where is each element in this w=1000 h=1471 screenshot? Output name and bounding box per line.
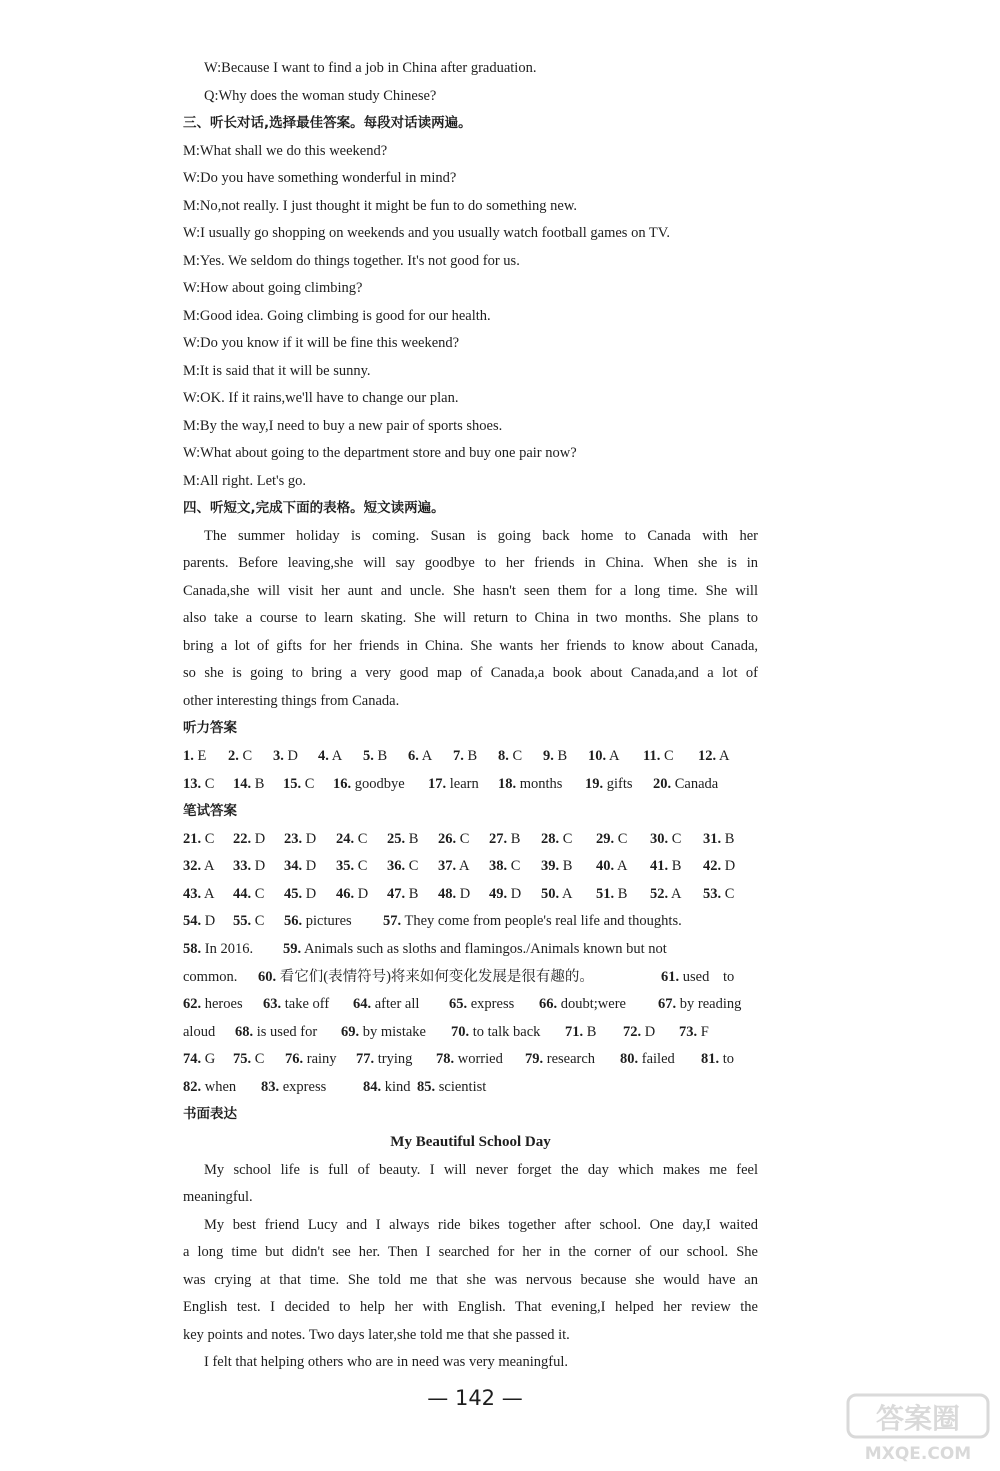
dialogue-line: M:All right. Let's go.	[183, 473, 307, 489]
answer-item: 22. D	[233, 831, 266, 847]
answer-item: 53. C	[703, 886, 735, 902]
answer-item: 37. A	[438, 858, 470, 874]
answer-item: 27. B	[489, 831, 521, 847]
answer-item: 83. express	[261, 1079, 327, 1095]
answer-item: 69. by mistake	[341, 1024, 426, 1040]
answer-item: 55. C	[233, 913, 265, 929]
dialogue-line: W:How about going climbing?	[183, 280, 363, 296]
listening-answers-heading: 听力答案	[183, 720, 237, 736]
answer-item: 52. A	[650, 886, 682, 902]
passage-line: other interesting things from Canada.	[183, 693, 400, 709]
answer-item: 59. Animals such as sloths and flamingos./Animals known but not	[283, 941, 667, 957]
page-number: — 142 —	[427, 1386, 523, 1410]
dialogue-line: M:Yes. We seldom do things together. It's not good for us.	[183, 253, 520, 269]
answer-item: 70. to talk back	[451, 1024, 541, 1040]
answer-item: 2. C	[228, 748, 253, 764]
answer-item: 33. D	[233, 858, 266, 874]
answer-item: 77. trying	[356, 1051, 413, 1067]
watermark-text: 答案圈	[875, 1402, 961, 1435]
answer-item: 78. worried	[436, 1051, 503, 1067]
passage-line: bring a lot of gifts for her friends in China. She wants her friends to know about Canada,	[183, 638, 758, 654]
dialogue-line: W:I usually go shopping on weekends and you usually watch football games on TV.	[183, 225, 671, 241]
answer-item: 50. A	[541, 886, 573, 902]
dialogue-line: M:By the way,I need to buy a new pair of sports shoes.	[183, 418, 503, 434]
answer-item: 3. D	[273, 748, 298, 764]
passage-line: The summer holiday is coming. Susan is going back home to Canada with her	[204, 528, 758, 544]
answer-item: 9. B	[543, 748, 568, 764]
answer-item: 62. heroes	[183, 996, 243, 1012]
answer-continuation: to	[723, 969, 735, 985]
answer-continuation: common.	[183, 969, 238, 985]
dialogue-line: M:Good idea. Going climbing is good for our health.	[183, 308, 491, 324]
question-line: Q:Why does the woman study Chinese?	[204, 88, 437, 104]
answer-item: 26. C	[438, 831, 470, 847]
answer-item: 17. learn	[428, 776, 479, 792]
answer-item: 14. B	[233, 776, 265, 792]
essay-line: a long time but didn't see her. Then I searched for her in the corner of our school. She	[183, 1244, 758, 1260]
answer-item: 12. A	[698, 748, 730, 764]
answer-item: 45. D	[284, 886, 317, 902]
answer-item: 43. A	[183, 886, 215, 902]
answer-item: 47. B	[387, 886, 419, 902]
answer-item: 16. goodbye	[333, 776, 405, 792]
answer-item: 72. D	[623, 1024, 656, 1040]
answer-item: 49. D	[489, 886, 522, 902]
answer-item: 5. B	[363, 748, 388, 764]
answer-row	[183, 830, 758, 848]
section-heading-3: 三、听长对话,选择最佳答案。每段对话读两遍。	[183, 115, 472, 131]
answer-item: 31. B	[703, 831, 735, 847]
answer-item: 38. C	[489, 858, 521, 874]
answer-item: 41. B	[650, 858, 682, 874]
answer-item: 66. doubt;were	[539, 996, 626, 1012]
answer-row	[183, 747, 758, 765]
dialogue-line: M:What shall we do this weekend?	[183, 143, 388, 159]
essay-line: key points and notes. Two days later,she told me that she passed it.	[183, 1327, 570, 1343]
answer-item: 8. C	[498, 748, 523, 764]
answer-item: 73. F	[679, 1024, 709, 1040]
answer-item: 54. D	[183, 913, 216, 929]
passage-line: also take a course to learn skating. She will return to China in two months. She plans to	[183, 610, 758, 626]
dialogue-line: W:Do you know if it will be fine this weekend?	[183, 335, 460, 351]
answer-row	[183, 912, 758, 930]
answer-item: 75. C	[233, 1051, 265, 1067]
answer-item: 7. B	[453, 748, 478, 764]
passage-line: so she is going to bring a very good map of Canada,a book about Canada,and a lot of	[183, 665, 758, 681]
answer-item: 40. A	[596, 858, 628, 874]
answer-item: 21. C	[183, 831, 215, 847]
answer-item: 64. after all	[353, 996, 420, 1012]
answer-item: 71. B	[565, 1024, 597, 1040]
section-heading-4: 四、听短文,完成下面的表格。短文读两遍。	[183, 500, 445, 516]
answer-item: 51. B	[596, 886, 628, 902]
answer-row	[183, 1078, 758, 1096]
answer-item: 63. take off	[263, 996, 330, 1012]
answer-item: 68. is used for	[235, 1024, 318, 1040]
answer-item: 61. used	[661, 969, 710, 985]
answer-item: 67. by reading	[658, 996, 742, 1012]
watermark-logo	[844, 1391, 994, 1465]
answer-row	[183, 940, 758, 958]
answer-item: 46. D	[336, 886, 369, 902]
answer-item: 76. rainy	[285, 1051, 337, 1067]
answer-row	[183, 775, 758, 793]
answer-item: 29. C	[596, 831, 628, 847]
passage-line: Canada,she will visit her aunt and uncle. She hasn't seen them for a long time. She will	[183, 583, 758, 599]
writing-heading: 书面表达	[183, 1106, 237, 1122]
answer-item: 58. In 2016.	[183, 941, 254, 957]
answer-row	[183, 1050, 758, 1068]
dialogue-line: W:Because I want to find a job in China after graduation.	[204, 60, 537, 76]
answer-item: 34. D	[284, 858, 317, 874]
answer-item: 1. E	[183, 748, 207, 764]
answer-item: 6. A	[408, 748, 433, 764]
essay-line: My school life is full of beauty. I will never forget the day which makes me feel	[204, 1162, 758, 1178]
answer-row	[183, 885, 758, 903]
answer-item: 25. B	[387, 831, 419, 847]
essay-line: meaningful.	[183, 1189, 253, 1205]
answer-item: 84. kind	[363, 1079, 411, 1095]
answer-item: 4. A	[318, 748, 343, 764]
essay-line: English test. I decided to help her with English. That evening,I helped her review the	[183, 1299, 758, 1315]
dialogue-line: M:It is said that it will be sunny.	[183, 363, 371, 379]
answer-item: 35. C	[336, 858, 368, 874]
essay-title: My Beautiful School Day	[390, 1134, 551, 1150]
answer-row	[183, 995, 758, 1013]
dialogue-line: W:OK. If it rains,we'll have to change our plan.	[183, 390, 459, 406]
essay-line: My best friend Lucy and I always ride bikes together after school. One day,I waited	[204, 1217, 758, 1233]
answer-item: 74. G	[183, 1051, 216, 1067]
answer-item: 81. to	[701, 1051, 735, 1067]
answer-item: 20. Canada	[653, 776, 719, 792]
answer-item: 13. C	[183, 776, 215, 792]
answer-item: 82. when	[183, 1079, 237, 1095]
answer-item: 15. C	[283, 776, 315, 792]
answer-item: 24. C	[336, 831, 368, 847]
answer-item: 23. D	[284, 831, 317, 847]
answer-row	[183, 968, 758, 986]
answer-row	[183, 1023, 758, 1041]
answer-item: 79. research	[525, 1051, 596, 1067]
answer-item: 57. They come from people's real life and thoughts.	[383, 913, 682, 929]
essay-line: was crying at that time. She told me that she was nervous because she would have an	[183, 1272, 758, 1288]
answer-item: 18. months	[498, 776, 563, 792]
written-answers-heading: 笔试答案	[183, 803, 237, 819]
answer-item: 19. gifts	[585, 776, 633, 792]
answer-item: 56. pictures	[284, 913, 352, 929]
dialogue-line: W:Do you have something wonderful in mind?	[183, 170, 457, 186]
answer-row	[183, 857, 758, 875]
answer-item: 36. C	[387, 858, 419, 874]
watermark-url: MXQE.COM	[864, 1444, 972, 1464]
answer-item: 48. D	[438, 886, 471, 902]
answer-item: 85. scientist	[417, 1079, 487, 1095]
answer-item: 39. B	[541, 858, 573, 874]
answer-item: 65. express	[449, 996, 515, 1012]
answer-item: 30. C	[650, 831, 682, 847]
answer-continuation: aloud	[183, 1024, 216, 1040]
answer-item: 80. failed	[620, 1051, 675, 1067]
answer-item: 10. A	[588, 748, 620, 764]
essay-line: I felt that helping others who are in need was very meaningful.	[204, 1354, 568, 1370]
answer-item: 32. A	[183, 858, 215, 874]
dialogue-line: M:No,not really. I just thought it might be fun to do something new.	[183, 198, 578, 214]
passage-line: parents. Before leaving,she will say goodbye to her friends in China. When she is in	[183, 555, 758, 571]
answer-item: 42. D	[703, 858, 736, 874]
dialogue-line: W:What about going to the department store and buy one pair now?	[183, 445, 577, 461]
answer-item: 11. C	[643, 748, 674, 764]
answer-item: 44. C	[233, 886, 265, 902]
answer-item: 60. 看它们(表情符号)将来如何变化发展是很有趣的。	[258, 969, 594, 985]
answer-item: 28. C	[541, 831, 573, 847]
